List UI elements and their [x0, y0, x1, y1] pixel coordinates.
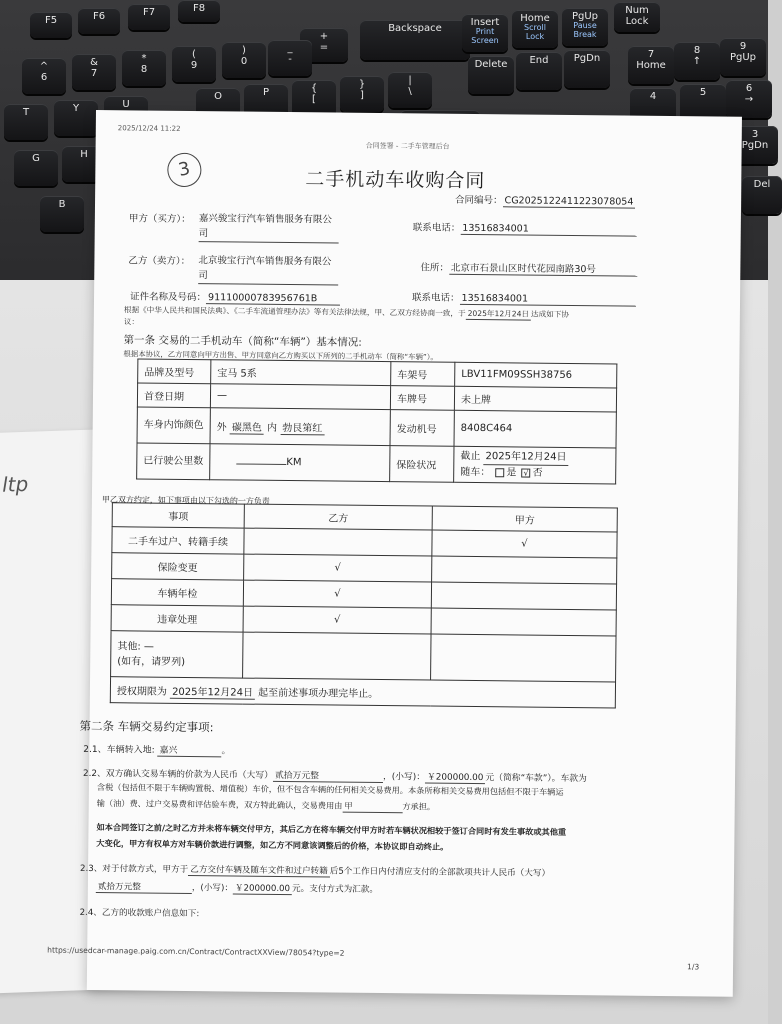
keyboard-key: P	[244, 84, 288, 120]
table-cell: 8408C464	[454, 410, 616, 448]
duty-intro: 甲乙双方约定，如下事项由以下勾选的一方负责	[101, 495, 270, 506]
table-cell: √	[243, 606, 431, 634]
keyboard-key: Num Lock	[614, 2, 660, 32]
party-a-label: 甲方（买方）：	[128, 213, 191, 225]
table-header: 甲方	[432, 506, 617, 532]
party-b-name: 北京骏宝行汽车销售服务有限公司	[198, 253, 338, 285]
keyboard-key: 7 Home	[628, 46, 674, 84]
keyboard-key: Delete	[468, 56, 514, 94]
table-row	[111, 631, 616, 682]
keyboard-key: { [	[292, 80, 336, 116]
table-cell: 车牌号	[390, 386, 454, 411]
table-cell	[244, 528, 432, 556]
table-cell: —	[210, 384, 390, 410]
contract-title: 二手机动车收购合同	[305, 168, 486, 193]
table-cell: 品牌及型号	[138, 359, 211, 384]
footer-page-number: 1/3	[687, 962, 700, 972]
table-cell: 授权期限为 2025年12月24日 起至前述事项办理完毕止。	[110, 677, 615, 708]
clause-2-2-line-2: 含税（包括但不限于车辆购置税、增值税）车价，但不包含车辆的任何相关交易费用。本条所称相关交易费用包括但不限于车辆运	[96, 782, 564, 797]
bold-clause-line-1: 如本合同签订之前/之时乙方并未将车辆交付甲方，其后乙方在将车辆交付甲方时若车辆状况相较于签订合同时有发生事故或其他重	[96, 822, 567, 837]
table-cell: 违章处理	[111, 605, 243, 632]
table-cell: √	[432, 530, 617, 558]
table-cell: 保险状况	[390, 446, 454, 483]
keyboard-key: * 8	[122, 50, 166, 86]
table-cell: 车辆年检	[111, 579, 243, 606]
party-a-name: 嘉兴骏宝行汽车销售服务有限公司	[199, 211, 339, 243]
clause-2-2-line-1: 2.2、双方确认交易车辆的价款为人民币（大写） 贰拾万元整 ，(小写)： ￥200000.00 元（简称“车款”）。车款为	[82, 768, 587, 785]
article-2-title: 第二条 车辆交易约定事项:	[79, 718, 214, 735]
keyboard-key: F5	[30, 12, 72, 38]
preamble-line-1: 根据《中华人民共和国民法典》、《二手车流通管理办法》等有关法律法规，甲、乙双方经协商一致，于 2025年12月24日 达成如下协	[123, 305, 570, 319]
keyboard-key: 5	[680, 84, 726, 122]
keyboard-key: F8	[178, 0, 220, 22]
table-cell	[431, 634, 616, 682]
contract-page	[47, 110, 742, 997]
party-a-phone: 联系电话： 13516834001	[413, 219, 637, 236]
keyboard-key: 3 PgDn	[732, 126, 778, 164]
table-row	[137, 443, 616, 484]
table-cell: 车架号	[391, 362, 455, 387]
table-cell: KM	[210, 444, 390, 482]
table-row	[110, 677, 615, 708]
table-cell: 宝马 5系	[211, 360, 391, 386]
table-cell: 首登日期	[137, 383, 210, 408]
preamble-line-2: 议：	[123, 317, 140, 327]
keyboard-key: H	[62, 146, 106, 182]
keyboard-key: _ -	[268, 40, 312, 76]
keyboard-key: 6 →	[726, 80, 772, 118]
keyboard-key-sublabel: Pause Break	[573, 21, 597, 39]
table-cell: √	[243, 580, 431, 608]
article-1-intro: 根据本协议，乙方同意向甲方出售、甲方同意向乙方购买以下所列的二手机动车（简称“车辆”）。	[123, 349, 438, 362]
article-1-title: 第一条 交易的二手机动车（简称“车辆”）基本情况:	[123, 334, 362, 349]
keyboard-key: } ]	[340, 76, 384, 112]
table-cell: 发动机号	[390, 410, 454, 447]
table-cell: √	[244, 554, 432, 582]
keyboard-key: 8 ↑	[674, 42, 720, 80]
party-b-address: 住所： 北京市石景山区时代花园南路30号	[420, 259, 637, 276]
keyboard-key: PgDn	[564, 50, 610, 88]
keyboard-key: & 7	[72, 54, 116, 90]
keyboard-key: U	[104, 96, 148, 132]
table-cell: 二手车过户、转籍手续	[112, 527, 244, 554]
keyboard-key: Y	[54, 100, 98, 136]
contract-number: 合同编号： CG2025122411223078054	[455, 194, 634, 208]
keyboard-key: PgUp Pause Break	[562, 8, 608, 46]
keyboard-key: 9 PgUp	[720, 38, 766, 76]
keyboard-key: G	[14, 150, 58, 186]
keyboard-key: ^ 6	[22, 58, 66, 94]
table-cell: LBV11FM09SSH38756	[455, 362, 617, 388]
keyboard-key: Backspace	[360, 20, 470, 60]
keyboard-key: O	[196, 88, 240, 124]
checkbox-no: √	[523, 467, 529, 478]
party-b-label: 乙方（卖方）：	[128, 255, 191, 267]
table-cell: 已行驶公里数	[137, 443, 210, 480]
keyboard-key: ) 0	[222, 42, 266, 78]
print-timestamp: 2025/12/24 11:22	[117, 124, 181, 133]
keyboard-key: + =	[300, 28, 348, 62]
table-cell: 其他: — (如有，请罗列)	[111, 631, 243, 678]
table-cell	[243, 632, 431, 680]
table-cell	[431, 608, 616, 636]
clause-2-4: 2.4、乙方的收款账户信息如下:	[79, 907, 200, 920]
keyboard-key: Home Scroll Lock	[512, 10, 558, 48]
clause-2-3-line-2: 贰拾万元整 ，(小写)： ￥200000.00 元。支付方式为汇款。	[96, 880, 378, 896]
clause-2-1: 2.1、车辆转入地: 嘉兴 。	[83, 742, 230, 758]
keyboard-key: End	[516, 52, 562, 90]
contract-number-value: CG2025122411223078054	[503, 195, 636, 208]
table-cell	[431, 582, 616, 610]
keyboard-key: ( 9	[172, 46, 216, 82]
vehicle-info-table	[136, 358, 617, 484]
print-header: 合同签署 - 二手车管理后台	[365, 141, 450, 151]
table-cell: 截止 2025年12月24日 随车： 是 √ 否	[454, 446, 616, 484]
keyboard-key: Insert Print Screen	[462, 14, 508, 52]
table-row	[137, 407, 616, 448]
keyboard-key-sublabel: Print Screen	[471, 27, 499, 45]
duty-table	[110, 502, 618, 708]
table-cell: 外 碳黑色 内 勃艮第红	[210, 408, 390, 446]
keyboard-key: Del	[742, 176, 782, 214]
keyboard-key: | \	[388, 72, 432, 108]
table-cell: 未上牌	[454, 386, 616, 412]
certificate-number: 证件名称及号码： 91110000783956761B	[130, 288, 340, 305]
keyboard-key: B	[40, 196, 84, 232]
keyboard-key: F7	[128, 4, 170, 30]
checkbox-yes	[495, 468, 504, 477]
table-header: 乙方	[244, 504, 432, 530]
footer-url: https://usedcar-manage.paig.com.cn/Contract/ContractXXView/78054?type=2	[47, 945, 345, 958]
keyboard-key: 4	[630, 88, 676, 126]
table-cell: 保险变更	[112, 553, 244, 580]
clause-2-2-line-3: 输（油）费、过户交易费和评估验车费，双方特此确认，交易费用由 甲 方承担。	[96, 798, 436, 812]
handwritten-circled-number: 3	[164, 150, 204, 190]
table-cell: 车身内饰颜色	[137, 407, 210, 444]
party-b-phone: 联系电话： 13516834001	[412, 289, 636, 306]
table-cell	[432, 556, 617, 584]
handwritten-scribble: ltp	[1, 471, 29, 497]
clause-2-3-line-1: 2.3、对于付款方式，甲方于 乙方交付车辆及随车文件和过户转籍 后5个工作日内付清应支付的全部款项共计人民币（大写）	[79, 863, 551, 879]
keyboard-key-sublabel: Scroll Lock	[524, 23, 546, 41]
keyboard-key: T	[4, 104, 48, 140]
table-header: 事项	[112, 503, 244, 528]
keyboard-key: F6	[78, 8, 120, 34]
bold-clause-line-2: 大变化，甲方有权单方对车辆价款进行调整，如乙方不同意该调整后的价格，本协议即自动终止。	[96, 838, 449, 852]
